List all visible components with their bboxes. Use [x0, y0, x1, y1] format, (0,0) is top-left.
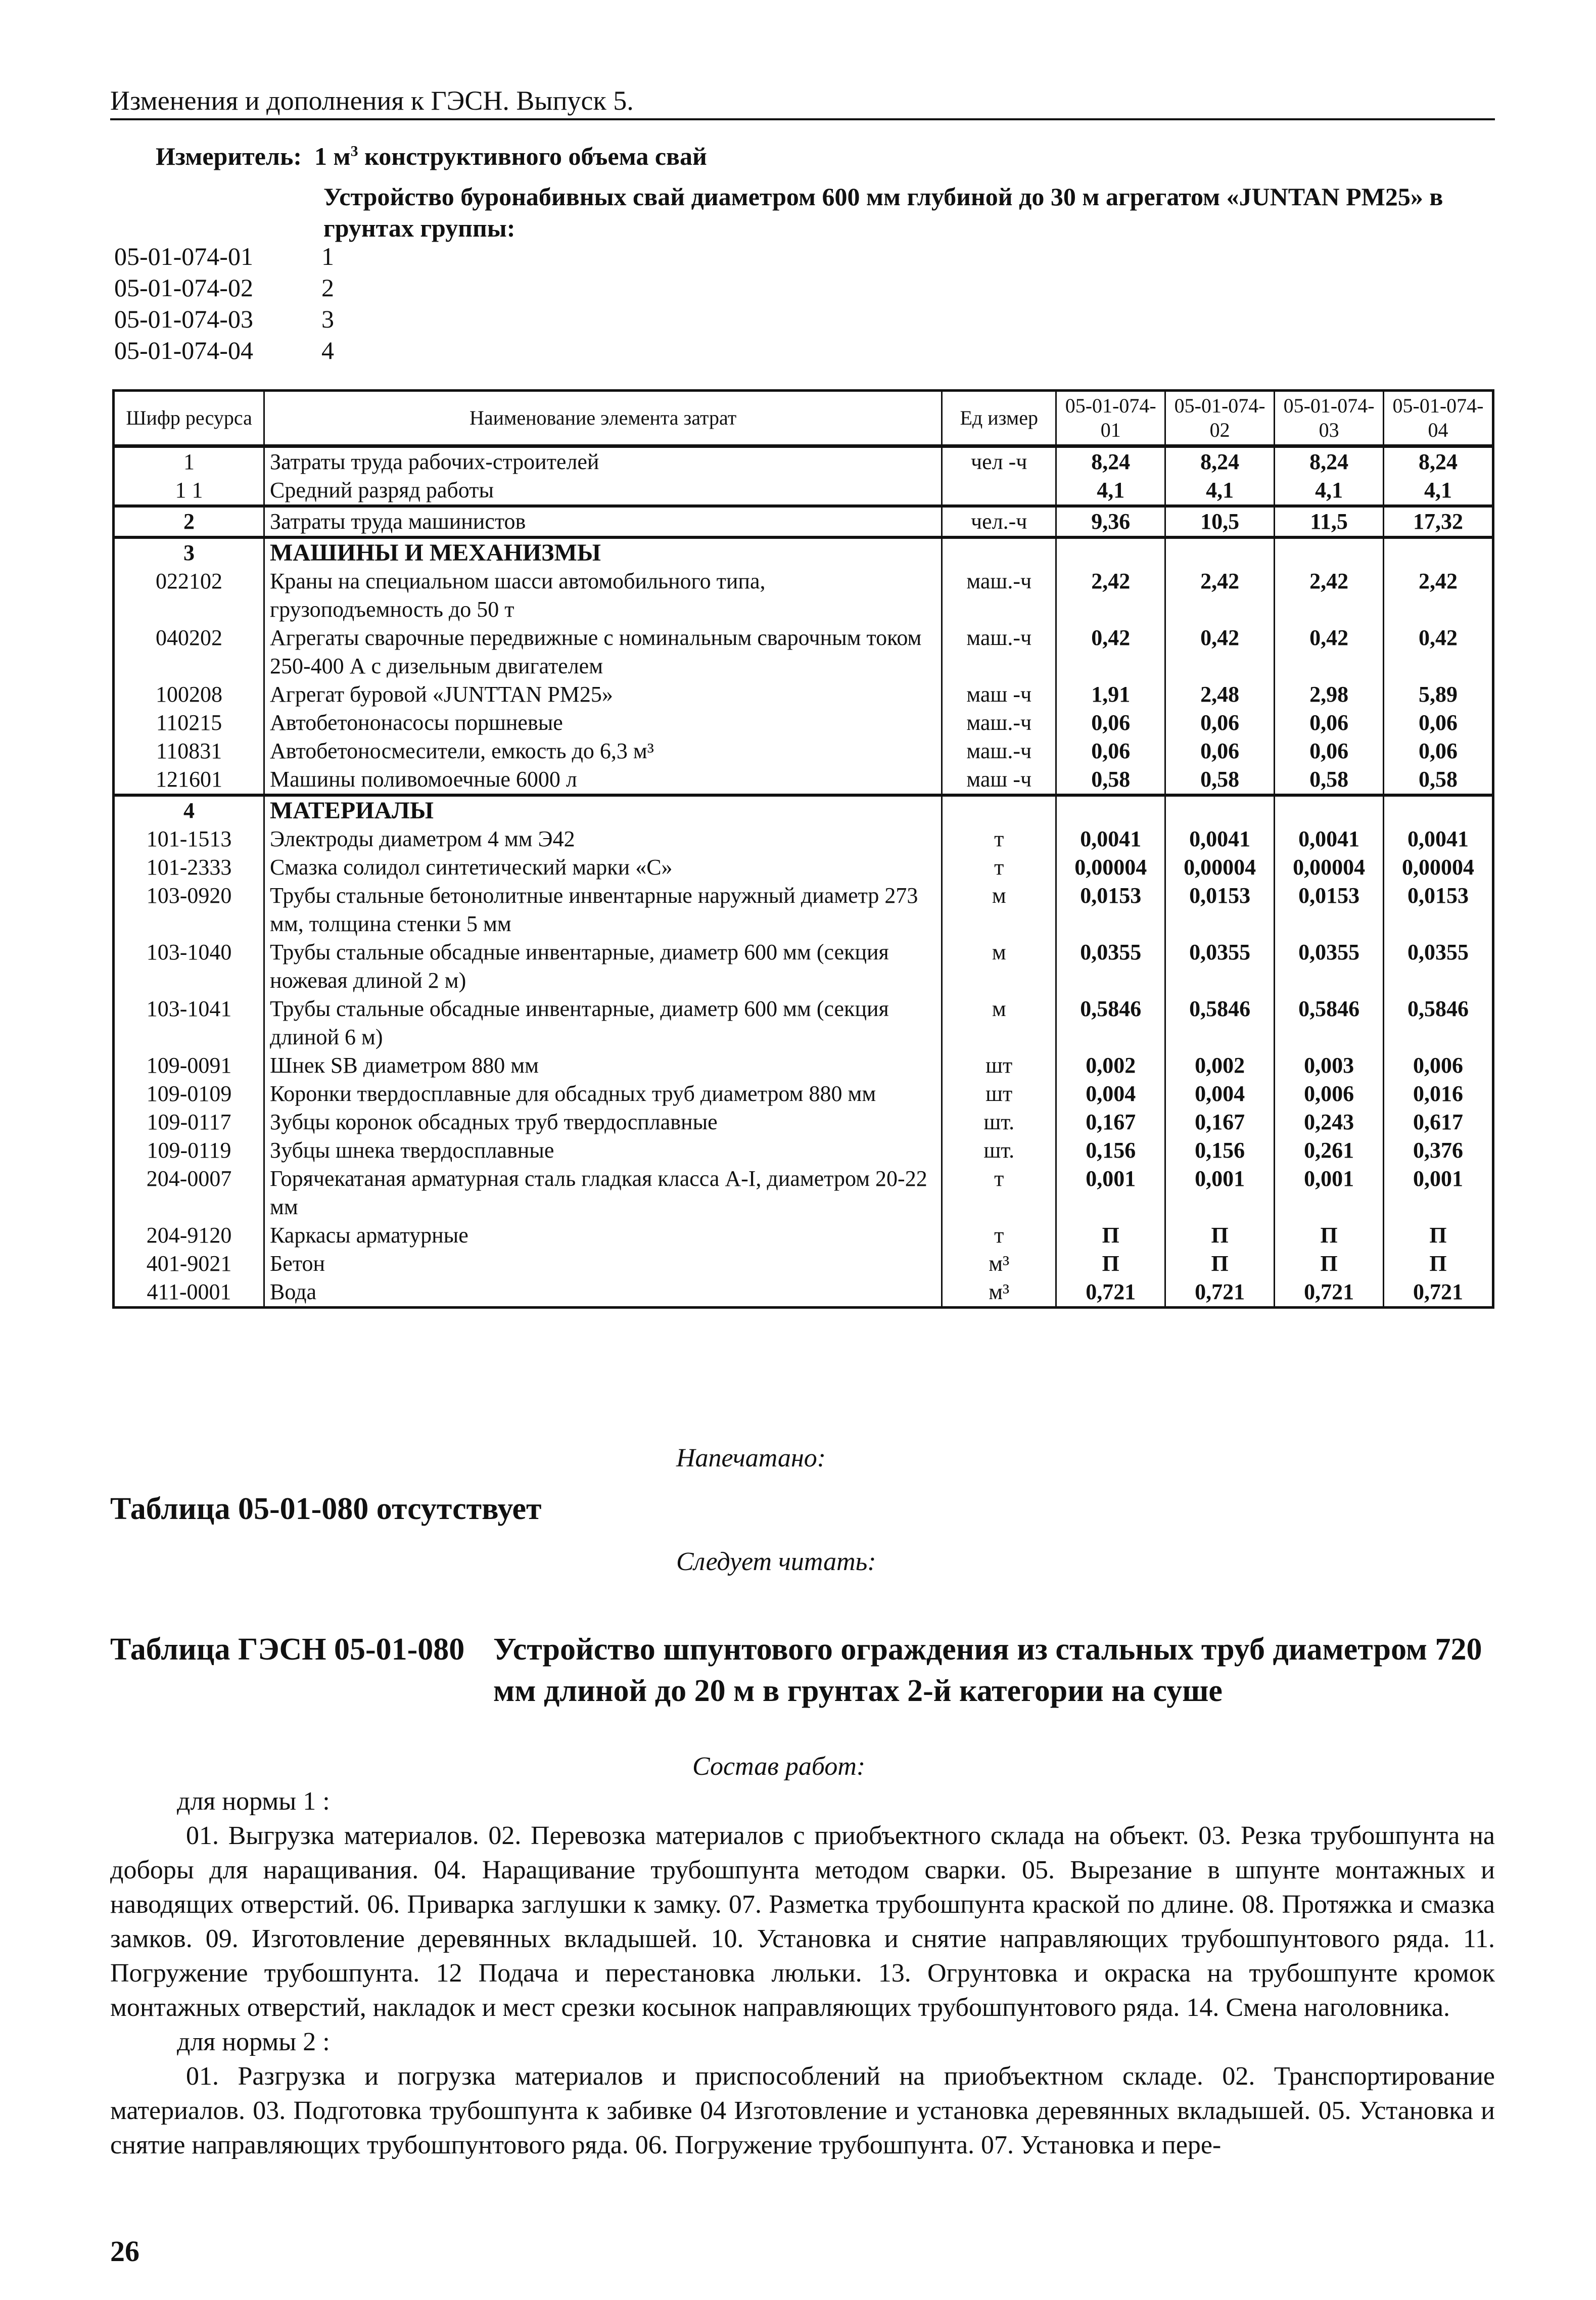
cell-name: Зубцы шнека твердосплавные — [264, 1136, 942, 1165]
table-row — [114, 624, 1493, 680]
cell-unit: м — [942, 938, 1056, 995]
cell-unit: маш.-ч — [942, 709, 1056, 737]
norm-code-row — [114, 272, 352, 303]
cell-value — [1384, 537, 1493, 567]
cell-value: 0,0041 — [1165, 825, 1275, 853]
cell-value: 0,06 — [1384, 737, 1493, 765]
cell-value: 9,36 — [1056, 506, 1165, 537]
cell-unit: маш.-ч — [942, 737, 1056, 765]
cell-code: 3 — [114, 537, 264, 567]
table-body — [114, 446, 1493, 1308]
section-row — [114, 795, 1493, 825]
cell-code: 109-0091 — [114, 1051, 264, 1080]
meter-value-prefix: 1 м — [314, 142, 351, 170]
table-row — [114, 737, 1493, 765]
cell-value: 0,0153 — [1275, 882, 1384, 938]
norm-code-row — [114, 241, 352, 272]
cell-value: 2,42 — [1165, 567, 1275, 624]
cell-value: 0,06 — [1275, 709, 1384, 737]
header-col-2: 05-01-074-02 — [1165, 391, 1275, 446]
cell-name: Затраты труда рабочих-строителей — [264, 446, 942, 477]
cell-value — [1275, 795, 1384, 825]
cell-value: П — [1275, 1221, 1384, 1250]
meter-value-sup: 3 — [350, 143, 358, 160]
header-col-3: 05-01-074-03 — [1275, 391, 1384, 446]
cell-unit: м — [942, 882, 1056, 938]
table-row — [114, 1165, 1493, 1221]
cell-value: 0,721 — [1275, 1278, 1384, 1308]
cell-value: 0,5846 — [1384, 995, 1493, 1051]
cell-value: 4,1 — [1056, 476, 1165, 506]
cell-value: 0,617 — [1384, 1108, 1493, 1136]
norm-label: для нормы 1 : — [177, 1787, 330, 1816]
cell-code: 204-9120 — [114, 1221, 264, 1250]
cell-value: 0,00004 — [1384, 853, 1493, 882]
table-row — [114, 1108, 1493, 1136]
cell-value: 0,0355 — [1165, 938, 1275, 995]
header-name: Наименование элемента затрат — [264, 391, 942, 446]
cell-unit: т — [942, 1221, 1056, 1250]
cell-code: 109-0119 — [114, 1136, 264, 1165]
cell-unit: маш.-ч — [942, 567, 1056, 624]
cell-unit: м — [942, 995, 1056, 1051]
cell-name: Горячекатаная арматурная сталь гладкая класса А-I, диаметром 20-22 мм — [264, 1165, 942, 1221]
cell-name: Электроды диаметром 4 мм Э42 — [264, 825, 942, 853]
page-number: 26 — [110, 2235, 139, 2268]
cell-name: Затраты труда машинистов — [264, 506, 942, 537]
meter-line — [156, 142, 707, 171]
cell-value: 0,00004 — [1056, 853, 1165, 882]
cell-value: 0,156 — [1165, 1136, 1275, 1165]
cell-code: 110215 — [114, 709, 264, 737]
cell-value: 4,1 — [1384, 476, 1493, 506]
cell-unit: шт. — [942, 1136, 1056, 1165]
cell-name: Бетон — [264, 1250, 942, 1278]
cell-value: 0,004 — [1056, 1080, 1165, 1108]
cell-value: 2,42 — [1384, 567, 1493, 624]
cell-value — [1275, 537, 1384, 567]
cell-name: Трубы стальные обсадные инвентарные, диаметр 600 мм (секция ножевая длиной 2 м) — [264, 938, 942, 995]
cell-value: 0,016 — [1384, 1080, 1493, 1108]
running-header: Изменения и дополнения к ГЭСН. Выпуск 5. — [110, 85, 634, 116]
norm-group: 4 — [321, 336, 334, 364]
cell-code: 204-0007 — [114, 1165, 264, 1221]
cell-value: 5,89 — [1384, 680, 1493, 709]
cell-value: 0,167 — [1165, 1108, 1275, 1136]
cell-value: 4,1 — [1275, 476, 1384, 506]
cell-unit: т — [942, 853, 1056, 882]
cell-value — [1056, 795, 1165, 825]
cell-value: 8,24 — [1056, 446, 1165, 477]
norm-code: 05-01-074-02 — [114, 273, 253, 302]
cell-unit: чел.-ч — [942, 506, 1056, 537]
cell-value: 0,06 — [1056, 709, 1165, 737]
cell-value: 10,5 — [1165, 506, 1275, 537]
cell-code: 2 — [114, 506, 264, 537]
work-composition — [110, 1784, 1495, 2163]
table-header-row — [114, 391, 1493, 446]
cell-value: П — [1056, 1221, 1165, 1250]
cell-value: 0,001 — [1165, 1165, 1275, 1221]
cell-code: 103-0920 — [114, 882, 264, 938]
cell-value: 0,06 — [1056, 737, 1165, 765]
section-row — [114, 537, 1493, 567]
cell-value: 2,42 — [1275, 567, 1384, 624]
table-row — [114, 680, 1493, 709]
cell-name: Краны на специальном шасси автомобильного типа, грузоподъемность до 50 т — [264, 567, 942, 624]
table-row — [114, 567, 1493, 624]
cell-value: 0,0041 — [1384, 825, 1493, 853]
cell-value: 0,167 — [1056, 1108, 1165, 1136]
norm-text: 01. Выгрузка материалов. 02. Перевозка материалов с приобъектного склада на объект. 03. Резка трубошпунта на доборы для наращивания. 04. Наращивание трубошпунта методом сварки. 05. Вырезание в шпунте монтажных и наводящих отверстий. 06. Приварка заглушки к замку. 07. Разметка трубошпунта краской по длине. 08. Протяжка и смазка замков. 09. Изготовление деревянных вкладышей. 10. Установка и снятие направляющих трубошпунтового ряда. 11. Погружение трубошпунта. 12 Подача и перестановка люльки. 13. Огрунтовка и окраска на трубошпунте кромок монтажных отверстий, накладок и мест срезки косынок направляющих трубошпунтового ряда. 14. Смена наголовника. — [110, 1821, 1495, 2022]
cell-value: 0,156 — [1056, 1136, 1165, 1165]
cell-value: 0,42 — [1275, 624, 1384, 680]
cell-unit: шт — [942, 1051, 1056, 1080]
table-title — [110, 1629, 1485, 1708]
table-row — [114, 882, 1493, 938]
cell-value: 2,42 — [1056, 567, 1165, 624]
cell-name: Автобетононасосы поршневые — [264, 709, 942, 737]
norm-code: 05-01-074-03 — [114, 305, 253, 333]
cell-value: 0,721 — [1165, 1278, 1275, 1308]
cell-value: П — [1165, 1250, 1275, 1278]
table-title-text: Устройство шпунтового ограждения из стальных труб диаметром 720 мм длиной до 20 м в грунтах 2-й категории на суше — [493, 1632, 1482, 1708]
norm-text: 01. Разгрузка и погрузка материалов и приспособлений на приобъектном складе. 02. Транспортирование материалов. 03. Подготовка трубошпунта к забивке 04 Изготовление и установка деревянных вкладышей. 05. Установка и снятие направляющих трубошпунтового ряда. 06. Погружение трубошпунта. 07. Установка и пере- — [110, 2062, 1495, 2159]
cell-value: П — [1384, 1250, 1493, 1278]
printed-label: Напечатано: — [676, 1444, 826, 1473]
cell-value: 0,001 — [1056, 1165, 1165, 1221]
cell-value: 0,0153 — [1384, 882, 1493, 938]
cell-value: 0,001 — [1384, 1165, 1493, 1221]
cell-value: 0,0153 — [1056, 882, 1165, 938]
cell-value: 0,0041 — [1056, 825, 1165, 853]
cell-value: 0,003 — [1275, 1051, 1384, 1080]
table-row — [114, 476, 1493, 506]
cell-value: 0,5846 — [1275, 995, 1384, 1051]
cell-name: Агрегат буровой «JUNTTAN PM25» — [264, 680, 942, 709]
cell-value: 0,06 — [1165, 737, 1275, 765]
cell-code: 103-1041 — [114, 995, 264, 1051]
cell-value: 0,721 — [1056, 1278, 1165, 1308]
cell-code: 040202 — [114, 624, 264, 680]
cell-value — [1056, 537, 1165, 567]
cell-code: 100208 — [114, 680, 264, 709]
cell-value: П — [1275, 1250, 1384, 1278]
cell-value: 0,42 — [1165, 624, 1275, 680]
cell-value: 0,002 — [1165, 1051, 1275, 1080]
cell-value: 0,004 — [1165, 1080, 1275, 1108]
table-row — [114, 995, 1493, 1051]
cell-value: 0,006 — [1384, 1051, 1493, 1080]
table-row — [114, 709, 1493, 737]
cell-value: 0,5846 — [1056, 995, 1165, 1051]
cell-value: 0,243 — [1275, 1108, 1384, 1136]
table-row — [114, 938, 1493, 995]
cell-name: МАТЕРИАЛЫ — [264, 795, 942, 825]
cell-value: 0,00004 — [1165, 853, 1275, 882]
cell-code: 022102 — [114, 567, 264, 624]
cell-value: 0,58 — [1275, 765, 1384, 795]
header-col-4: 05-01-074-04 — [1384, 391, 1493, 446]
cell-unit: маш -ч — [942, 765, 1056, 795]
table-row — [114, 1051, 1493, 1080]
cell-unit: т — [942, 1165, 1056, 1221]
cell-value: 0,00004 — [1275, 853, 1384, 882]
table-row — [114, 765, 1493, 795]
cell-unit — [942, 476, 1056, 506]
cell-value: 2,98 — [1275, 680, 1384, 709]
cell-value: 0,0355 — [1056, 938, 1165, 995]
cell-code: 401-9021 — [114, 1250, 264, 1278]
cell-value: 0,0041 — [1275, 825, 1384, 853]
table-row — [114, 506, 1493, 537]
cell-value: П — [1384, 1221, 1493, 1250]
cell-value: 0,261 — [1275, 1136, 1384, 1165]
cell-unit: шт. — [942, 1108, 1056, 1136]
cell-unit: чел -ч — [942, 446, 1056, 477]
cell-name: Зубцы коронок обсадных труб твердосплавные — [264, 1108, 942, 1136]
cell-unit: т — [942, 825, 1056, 853]
cell-name: Автобетоносмесители, емкость до 6,3 м³ — [264, 737, 942, 765]
cell-code: 1 — [114, 446, 264, 477]
cell-value: 0,42 — [1384, 624, 1493, 680]
cell-value: 4,1 — [1165, 476, 1275, 506]
cell-value: 8,24 — [1384, 446, 1493, 477]
cell-value: 0,0355 — [1384, 938, 1493, 995]
cell-value: 0,06 — [1165, 709, 1275, 737]
cell-unit: маш.-ч — [942, 624, 1056, 680]
cell-value: П — [1165, 1221, 1275, 1250]
cell-unit: маш -ч — [942, 680, 1056, 709]
meter-value-suffix: конструктивного объема свай — [358, 142, 707, 170]
cell-value: 0,58 — [1165, 765, 1275, 795]
cell-code: 109-0109 — [114, 1080, 264, 1108]
norm-code: 05-01-074-04 — [114, 336, 253, 364]
cell-name: Коронки твердосплавные для обсадных труб диаметром 880 мм — [264, 1080, 942, 1108]
cell-value — [1165, 795, 1275, 825]
cell-unit — [942, 537, 1056, 567]
table-row — [114, 1080, 1493, 1108]
table-title-label: Таблица ГЭСН 05-01-080 — [110, 1632, 465, 1667]
cell-name: Агрегаты сварочные передвижные с номинальным сварочным током 250-400 А с дизельным двигателем — [264, 624, 942, 680]
table-row — [114, 1278, 1493, 1308]
cell-code: 121601 — [114, 765, 264, 795]
cell-code: 4 — [114, 795, 264, 825]
norm-code-list — [114, 241, 352, 366]
cell-code: 110831 — [114, 737, 264, 765]
cell-code: 101-2333 — [114, 853, 264, 882]
cell-code: 411-0001 — [114, 1278, 264, 1308]
header-col-1: 05-01-074-01 — [1056, 391, 1165, 446]
meter-label: Измеритель: — [156, 142, 302, 170]
cell-value: 0,06 — [1384, 709, 1493, 737]
cell-value: 0,006 — [1275, 1080, 1384, 1108]
table-row — [114, 1221, 1493, 1250]
meter-description: Устройство буронабивных свай диаметром 600 мм глубиной до 30 м агрегатом «JUNTAN PM25» в грунтах группы: — [323, 182, 1443, 242]
cell-value: 11,5 — [1275, 506, 1384, 537]
norm-label: для нормы 2 : — [177, 2028, 330, 2056]
cell-value: 8,24 — [1275, 446, 1384, 477]
cell-value: 0,0355 — [1275, 938, 1384, 995]
cell-value: 2,48 — [1165, 680, 1275, 709]
cell-name: Каркасы арматурные — [264, 1221, 942, 1250]
cell-code: 109-0117 — [114, 1108, 264, 1136]
cell-value: 0,376 — [1384, 1136, 1493, 1165]
cell-value: 17,32 — [1384, 506, 1493, 537]
cell-name: Средний разряд работы — [264, 476, 942, 506]
norm-group: 3 — [321, 305, 334, 333]
table-row — [114, 853, 1493, 882]
cell-unit — [942, 795, 1056, 825]
cell-name: Трубы стальные бетонолитные инвентарные наружный диаметр 273 мм, толщина стенки 5 мм — [264, 882, 942, 938]
norm-group: 1 — [321, 242, 334, 270]
cell-name: Смазка солидол синтетический марки «С» — [264, 853, 942, 882]
printed-text: Таблица 05-01-080 отсутствует — [110, 1492, 542, 1526]
composition-label: Состав работ: — [692, 1752, 866, 1781]
cell-value: 0,06 — [1275, 737, 1384, 765]
cell-value: 8,24 — [1165, 446, 1275, 477]
cell-name: МАШИНЫ И МЕХАНИЗМЫ — [264, 537, 942, 567]
resource-table — [112, 389, 1494, 1309]
norm-code-row — [114, 335, 352, 366]
table-row — [114, 1136, 1493, 1165]
cell-value: 0,001 — [1275, 1165, 1384, 1221]
cell-value — [1165, 537, 1275, 567]
cell-code: 103-1040 — [114, 938, 264, 995]
cell-unit: м³ — [942, 1250, 1056, 1278]
cell-name: Вода — [264, 1278, 942, 1308]
cell-value: 0,58 — [1056, 765, 1165, 795]
cell-unit: м³ — [942, 1278, 1056, 1308]
cell-value: 0,002 — [1056, 1051, 1165, 1080]
cell-value: П — [1056, 1250, 1165, 1278]
cell-name: Машины поливомоечные 6000 л — [264, 765, 942, 795]
table-row — [114, 446, 1493, 477]
cell-value: 1,91 — [1056, 680, 1165, 709]
cell-name: Трубы стальные обсадные инвентарные, диаметр 600 мм (секция длиной 6 м) — [264, 995, 942, 1051]
cell-name: Шнек SB диаметром 880 мм — [264, 1051, 942, 1080]
table-row — [114, 825, 1493, 853]
cell-value: 0,42 — [1056, 624, 1165, 680]
norm-group: 2 — [321, 273, 334, 302]
cell-value: 0,721 — [1384, 1278, 1493, 1308]
cell-value: 0,0153 — [1165, 882, 1275, 938]
cell-value: 0,5846 — [1165, 995, 1275, 1051]
cell-code: 1 1 — [114, 476, 264, 506]
header-unit: Ед измер — [942, 391, 1056, 446]
header-code: Шифр ресурса — [114, 391, 264, 446]
cell-code: 101-1513 — [114, 825, 264, 853]
cell-unit: шт — [942, 1080, 1056, 1108]
read-label: Следует читать: — [676, 1547, 876, 1576]
cell-value — [1384, 795, 1493, 825]
table-row — [114, 1250, 1493, 1278]
header-rule — [110, 118, 1495, 120]
cell-value: 0,58 — [1384, 765, 1493, 795]
norm-code-row — [114, 303, 352, 335]
norm-code: 05-01-074-01 — [114, 242, 253, 270]
